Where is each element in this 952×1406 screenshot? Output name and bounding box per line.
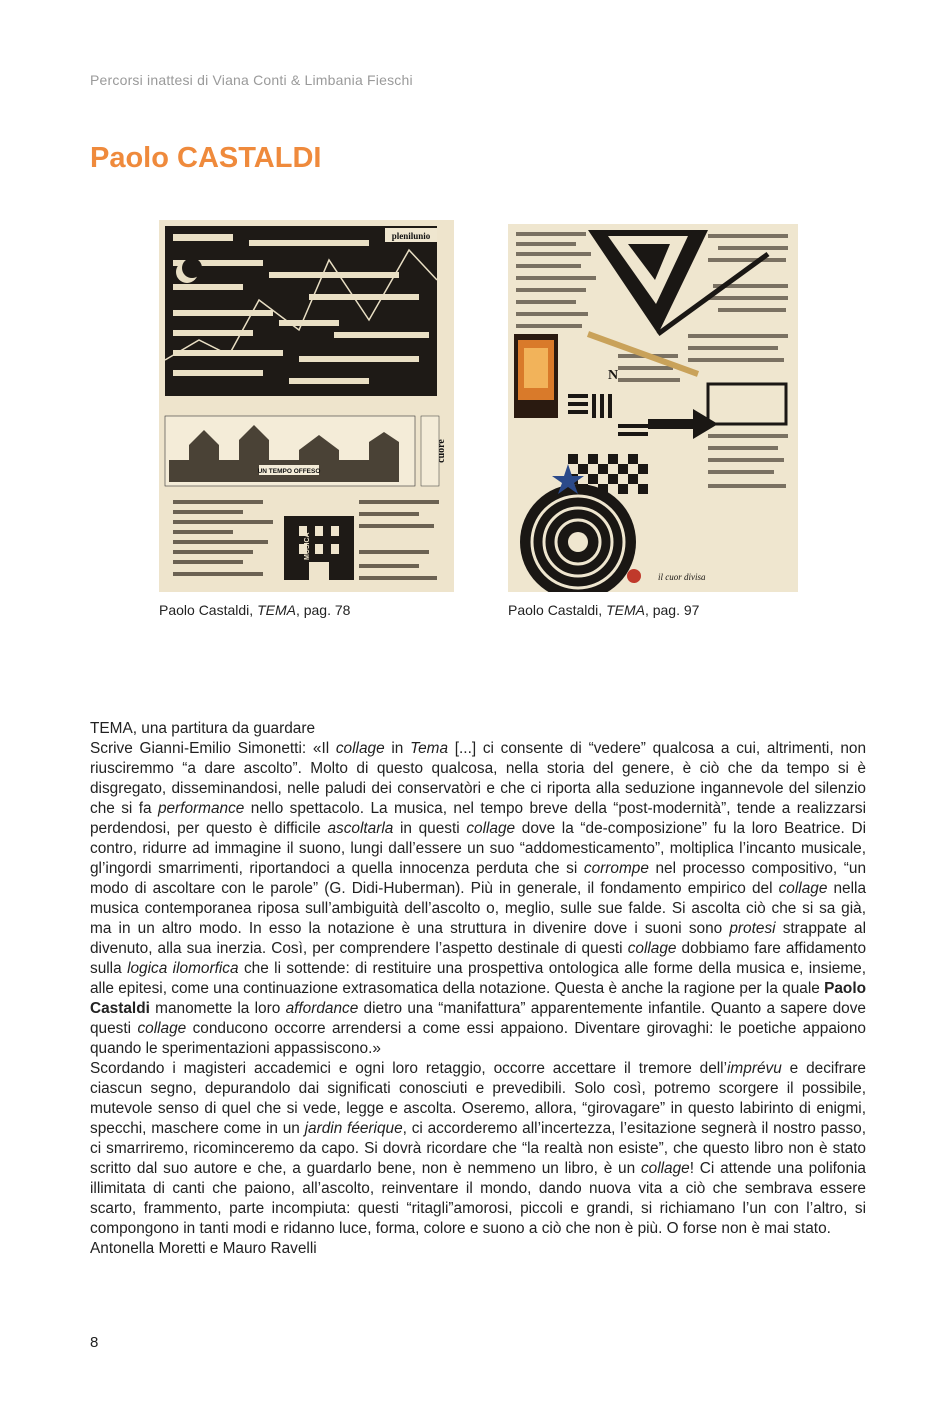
italic-run: collage [627,940,677,957]
text-run: dove la “de-composizione” fu la loro Beatrice. Di contro, ridurre ad immagine il suono, lungi dall’essere un suo “addomesticamento”, moltiplica l’incanto musicale, gl’ingordi smarrimenti, riportandoci a quella innocenza perduta che si [90,820,866,877]
text-run: conducono occorre arrendersi a come essi appaiono. Diventare girovaghi: le poetiche appaiono quando le sperimentazioni appassiscono.» [90,1020,866,1057]
article-heading: TEMA, una partitura da guardare [90,720,315,737]
text-run: nello spettacolo. La musica, nel tempo breve della “post-modernità”, tende a realizzarsi perdendosi, per questo è difficile [90,800,866,837]
paragraph-1 [90,739,866,1059]
artwork-figure-2 [508,224,798,592]
page-title: Paolo CASTALDI [90,142,322,174]
collage-image-1 [159,220,454,592]
text-run: nel processo compositivo, “un modo di ascoltare con le parole” (G. Didi-Huberman). Più in generale, il fondamento empirico del [90,860,866,897]
letter-label: N [608,368,619,383]
bold-run: Paolo Castaldi [90,980,866,1017]
caption-1-suffix: , pag. 78 [295,602,351,618]
text-run: [...] ci consente di “vedere” qualcosa a cui, altrimenti, non riusciremmo “a dare ascolto”. Molto di questo qualcosa, nella storia del genere, è ciò che da tempo si è disgregato, disseminandosi, nelle paludi dei conservatòri e che ci riporta alla seduzione ingannevole del silenzio che si fa [90,740,867,817]
text-run: Scrive Gianni-Emilio Simonetti: «Il [90,740,336,757]
caption-2-prefix: Paolo Castaldi, [508,602,607,618]
italic-run: corrompe [583,860,649,877]
bottom-word-label: il cuor divisa [658,572,706,582]
text-run: dobbiamo fare affidamento sulla [90,940,867,977]
artwork-figure-1 [159,220,454,592]
figure-caption-1 [159,602,350,618]
caption-2-title: TEMA [606,602,645,618]
band-text-label: UN TEMPO OFFESO [257,468,321,475]
italic-run: imprévu [727,1060,782,1077]
collage-art-1 [159,220,454,592]
running-header: Percorsi inattesi di Viana Conti & Limbania Fieschi [90,72,413,88]
text-run: , ci accorderemo all’incertezza, l’esitazione segnerà il nostro passo, ci smarriremo, ricominceremo da capo. Si dovrà ricordare che “la realtà non esiste”, che questo libro non è stato scritto dal suo autore e che, a guardarlo bene, non è nemmeno un libro, è un [90,1120,866,1177]
text-run: che li sottende: di restituire una prospettiva ontologica alle forme della musica e, insieme, alle epitesi, come una continuazione extrasomatica della notazione. Questa è anche la ragione per la quale [90,960,866,997]
signature: Antonella Moretti e Mauro Ravelli [90,1240,317,1257]
caption-2-suffix: , pag. 97 [644,602,700,618]
figure-caption-2 [508,602,699,618]
collage-image-2 [508,224,798,592]
italic-run: collage [335,740,385,757]
italic-run: performance [157,800,245,817]
building-word-label: MUSICA [304,532,311,560]
text-run: in questi [393,820,467,837]
collage-art-2 [508,224,798,592]
side-word-label: cuore [436,439,447,463]
italic-run: protesi [729,920,776,937]
text-run: ! Ci attende una polifonia illimitata di canti che paiono, all’ascolto, reinventare il mondo, dando nuova vita a ciò che sembrava essere scarto, frammento, parte incompiuta: questi “ritagli”amorosi, piccoli e grandi, si richiamano l’un con l’altro, si compongono in tanti modi e ridanno luce, forma, colore e suono a ciò che non è più. O forse non è mai stato. [90,1160,866,1237]
italic-run: collage [778,880,828,897]
moon-word-label: plenilunio [391,231,431,241]
text-run: in [384,740,411,757]
italic-run: Tema [410,740,449,757]
text-run: manomette la loro [149,1000,286,1017]
text-run: nella musica contemporanea riposa sull’ambiguità dell’ascolto o, meglio, sulle sue falde. Si ascolta ciò che si sa già, ma in un altro modo. In esso la notazione è una struttura in divenire dove i suoni sono [90,880,867,937]
italic-run: jardin féerique [304,1120,403,1137]
italic-run: ascoltarla [327,820,394,837]
italic-run: collage [640,1160,690,1177]
italic-run: logica ilomorfica [127,960,239,977]
article-body [90,719,866,1259]
italic-run: affordance [285,1000,359,1017]
italic-run: collage [137,1020,187,1037]
text-run: strappate al divenuto, alla sua inerzia. Così, per comprendere l’aspetto destinale di questi [90,920,866,957]
text-run: Scordando i magisteri accademici e ogni loro retaggio, occorre accettare il tremore dell’ [90,1060,728,1077]
text-run: dietro una “manifattura” apparentemente infantile. Quanto a sapere dove questi [90,1000,866,1037]
paragraph-2 [90,1059,866,1239]
caption-1-title: TEMA [257,602,296,618]
caption-1-prefix: Paolo Castaldi, [159,602,258,618]
page-number: 8 [90,1334,99,1351]
italic-run: collage [466,820,516,837]
text-run: e decifrare ciascun segno, depurandolo dai significati conosciuti e prevedibili. Solo così, potremo scorgere il possibile, mutevole senso di quel che si vede, legge e ascolta. Oseremo, allora, “girovagare” in questo labirinto di enigmi, specchi, maschere come in un [90,1060,866,1137]
